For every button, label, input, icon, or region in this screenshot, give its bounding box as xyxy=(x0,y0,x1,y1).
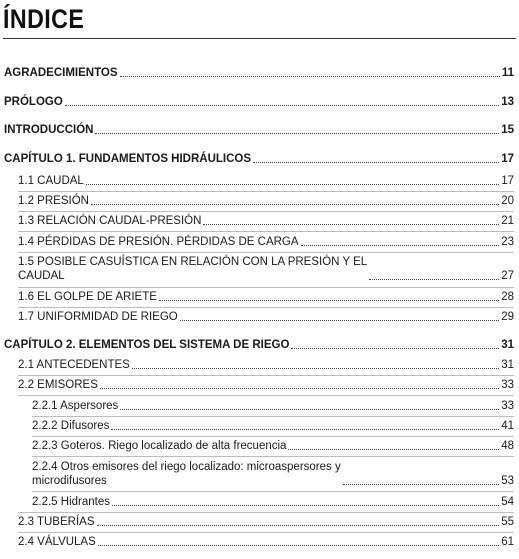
row-separator xyxy=(18,395,514,396)
toc-entry-label-line1: 1.5 POSIBLE CASUÍSTICA EN RELACIÓN CON LA PRESIÓN Y EL xyxy=(18,256,368,268)
toc-entry-page: 54 xyxy=(501,496,514,508)
toc-entry-agradecimientos[interactable] xyxy=(4,66,514,80)
toc-entry-label: CAPÍTULO 1. FUNDAMENTOS HIDRÁULICOS xyxy=(4,153,252,165)
toc-entry-label: 1.3 RELACIÓN CAUDAL-PRESIÓN xyxy=(18,215,202,227)
leader-dots xyxy=(132,368,499,369)
toc-entry-2-2-5[interactable] xyxy=(32,495,514,509)
toc-entry-2-2-2[interactable] xyxy=(32,419,514,433)
row-separator xyxy=(18,512,514,513)
toc-entry-1-6[interactable] xyxy=(18,290,514,304)
toc-entry-page: 11 xyxy=(501,67,514,79)
toc-entry-page: 33 xyxy=(501,379,514,391)
toc-entry-1-4[interactable] xyxy=(18,235,514,249)
row-separator xyxy=(18,307,514,308)
leader-dots xyxy=(369,279,499,280)
toc-entry-1-1[interactable] xyxy=(18,174,514,188)
toc-entry-capitulo-2[interactable] xyxy=(4,338,514,352)
toc-entry-2-2-1[interactable] xyxy=(32,399,514,413)
leader-dots xyxy=(91,204,499,205)
leader-dots xyxy=(203,224,499,225)
row-separator xyxy=(18,287,514,288)
toc-entry-page: 31 xyxy=(501,359,514,371)
toc-entry-label: 2.2.1 Aspersores xyxy=(32,400,119,412)
toc-entry-page: 28 xyxy=(501,291,514,303)
row-separator xyxy=(18,532,514,533)
toc-entry-page: 17 xyxy=(501,153,514,165)
toc-entry-page: 29 xyxy=(501,311,514,323)
toc-entry-2-2[interactable] xyxy=(18,378,514,392)
leader-dots xyxy=(253,162,499,163)
toc-entry-page: 21 xyxy=(501,215,514,227)
toc-entry-page: 55 xyxy=(501,516,514,528)
toc-entry-page: 17 xyxy=(501,175,514,187)
toc-entry-page: 33 xyxy=(501,400,514,412)
toc-entry-page: 61 xyxy=(501,536,514,548)
toc-entry-page: 41 xyxy=(501,420,514,432)
toc-entry-page: 13 xyxy=(501,96,514,108)
toc-entry-label: 2.1 ANTECEDENTES xyxy=(18,359,130,371)
toc-entry-label: 2.4 VÁLVULAS xyxy=(18,536,96,548)
row-separator xyxy=(18,191,514,192)
toc-entry-page: 53 xyxy=(501,475,514,487)
toc-entry-label: 2.2.5 Hidrantes xyxy=(32,496,110,508)
leader-dots xyxy=(343,484,499,485)
leader-dots xyxy=(120,409,499,410)
leader-dots xyxy=(111,429,499,430)
row-separator xyxy=(32,456,514,457)
toc-entry-label: 1.2 PRESIÓN xyxy=(18,195,89,207)
toc-entry-1-7[interactable] xyxy=(18,310,514,324)
row-separator xyxy=(18,211,514,212)
toc-entry-label: INTRODUCCIÓN xyxy=(4,124,94,136)
leader-dots xyxy=(95,133,499,134)
toc-entry-1-3[interactable] xyxy=(18,214,514,228)
leader-dots xyxy=(112,505,499,506)
leader-dots xyxy=(159,300,499,301)
toc-entry-page: 15 xyxy=(501,124,514,136)
toc-entry-label-line2: CAUDAL xyxy=(18,270,65,282)
toc-entry-label: PRÓLOGO xyxy=(4,96,63,108)
toc-entry-2-4[interactable] xyxy=(18,535,514,549)
toc-entry-page: 27 xyxy=(501,270,514,282)
toc-entry-label: 1.1 CAUDAL xyxy=(18,175,84,187)
row-separator xyxy=(18,375,514,376)
toc-entry-1-5[interactable] xyxy=(18,255,514,283)
toc-entry-label: 2.2.3 Goteros. Riego localizado de alta frecuencia xyxy=(32,440,287,452)
leader-dots xyxy=(98,545,499,546)
toc-entry-page: 23 xyxy=(501,236,514,248)
row-separator xyxy=(32,416,514,417)
toc-entry-page: 20 xyxy=(501,195,514,207)
toc-entry-label: AGRADECIMIENTOS xyxy=(4,67,118,79)
leader-dots xyxy=(291,348,499,349)
leader-dots xyxy=(65,105,499,106)
toc-entry-page: 31 xyxy=(501,339,514,351)
toc-entry-page: 48 xyxy=(501,440,514,452)
toc-entry-introduccion[interactable] xyxy=(4,123,514,137)
row-separator xyxy=(32,436,514,437)
toc-entry-capitulo-1[interactable] xyxy=(4,152,514,166)
toc-entry-label xyxy=(18,255,367,283)
toc-entry-label-line2: microdifusores xyxy=(32,475,107,487)
toc-entry-label xyxy=(32,460,341,488)
leader-dots xyxy=(120,76,500,77)
toc-entry-1-2[interactable] xyxy=(18,194,514,208)
leader-dots xyxy=(86,184,499,185)
row-separator xyxy=(32,491,514,492)
toc-entry-label: 1.7 UNIFORMIDAD DE RIEGO xyxy=(18,311,178,323)
toc-entry-label: 2.2 EMISORES xyxy=(18,379,98,391)
leader-dots xyxy=(100,388,499,389)
toc-entry-label: 1.6 EL GOLPE DE ARIETE xyxy=(18,291,157,303)
leader-dots xyxy=(97,525,500,526)
page-title: ÍNDICE xyxy=(3,4,85,34)
row-separator xyxy=(18,231,514,232)
row-separator xyxy=(18,252,514,253)
toc-entry-label: 1.4 PÉRDIDAS DE PRESIÓN. PÉRDIDAS DE CARGA xyxy=(18,236,299,248)
toc-entry-2-2-3[interactable] xyxy=(32,439,514,453)
toc-entry-2-1[interactable] xyxy=(18,358,514,372)
toc-entry-label-line1: 2.2.4 Otros emisores del riego localizado: microaspersores y xyxy=(32,461,341,473)
leader-dots xyxy=(301,245,500,246)
leader-dots xyxy=(288,449,499,450)
toc-entry-2-3[interactable] xyxy=(18,515,514,529)
toc-entry-2-2-4[interactable] xyxy=(32,460,514,488)
toc-entry-prologo[interactable] xyxy=(4,95,514,109)
toc-entry-label: CAPÍTULO 2. ELEMENTOS DEL SISTEMA DE RIEGO xyxy=(4,339,290,351)
toc-entry-label: 2.3 TUBERÍAS xyxy=(18,516,95,528)
leader-dots xyxy=(180,320,499,321)
toc-entry-label: 2.2.2 Difusores xyxy=(32,420,110,432)
